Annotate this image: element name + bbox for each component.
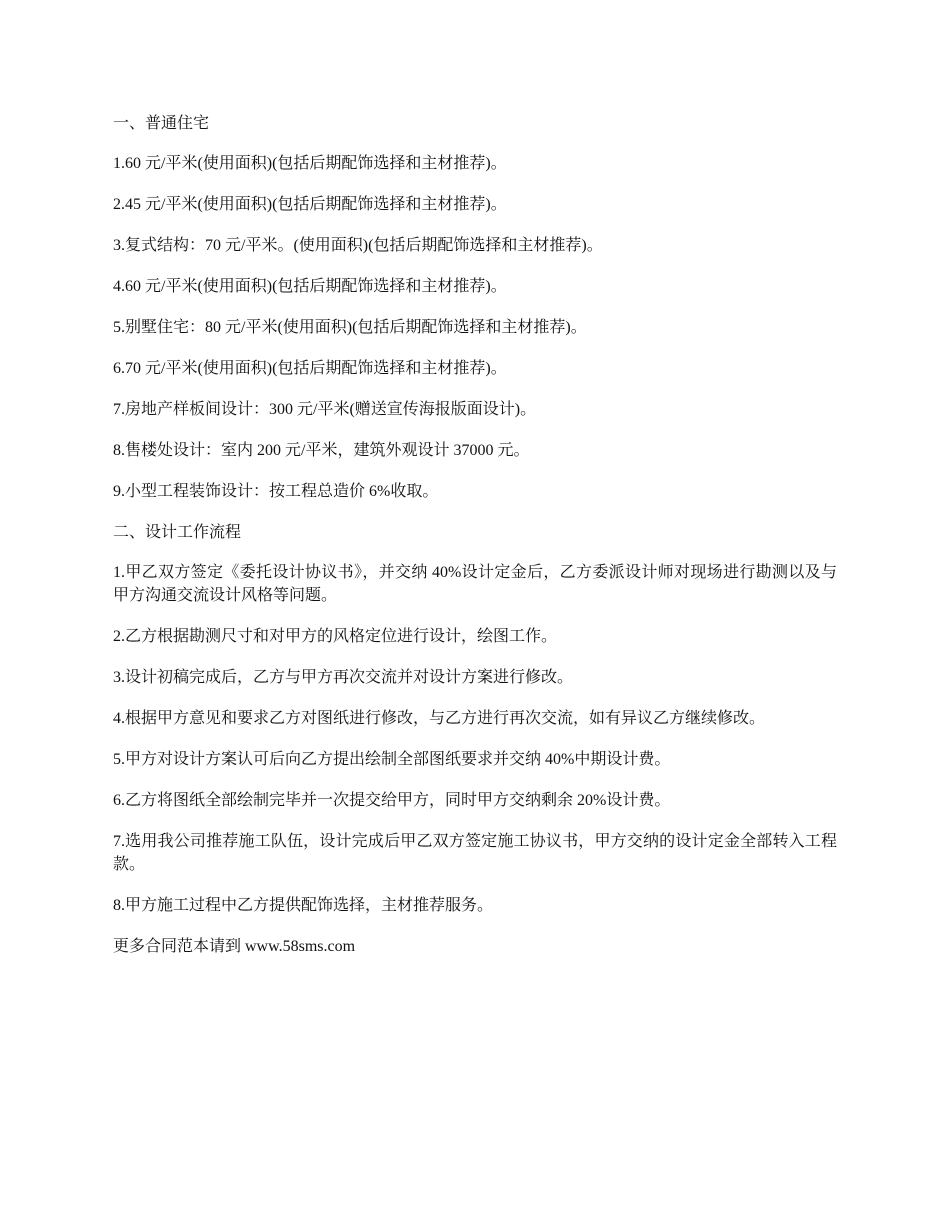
section1-item-3: 3.复式结构：70 元/平米。(使用面积)(包括后期配饰选择和主材推荐)。 <box>113 237 603 254</box>
section1-item-5: 5.别墅住宅：80 元/平米(使用面积)(包括后期配饰选择和主材推荐)。 <box>113 319 587 336</box>
section1-item-4: 4.60 元/平米(使用面积)(包括后期配饰选择和主材推荐)。 <box>113 278 507 295</box>
section1-item-9: 9.小型工程装饰设计：按工程总造价 6%收取。 <box>113 483 439 500</box>
section1-item-1: 1.60 元/平米(使用面积)(包括后期配饰选择和主材推荐)。 <box>113 155 507 172</box>
section2-heading: 二、设计工作流程 <box>113 524 242 541</box>
section1-item-6: 6.70 元/平米(使用面积)(包括后期配饰选择和主材推荐)。 <box>113 360 507 377</box>
section1-item-7: 7.房地产样板间设计：300 元/平米(赠送宣传海报版面设计)。 <box>113 401 537 418</box>
section2-item-2: 2.乙方根据勘测尺寸和对甲方的风格定位进行设计，绘图工作。 <box>113 628 558 645</box>
section2-item-3: 3.设计初稿完成后，乙方与甲方再次交流并对设计方案进行修改。 <box>113 669 574 686</box>
section2-item-6: 6.乙方将图纸全部绘制完毕并一次提交给甲方，同时甲方交纳剩余 20%设计费。 <box>113 792 671 809</box>
section2-item-8: 8.甲方施工过程中乙方提供配饰选择，主材推荐服务。 <box>113 897 494 914</box>
section1-item-2: 2.45 元/平米(使用面积)(包括后期配饰选择和主材推荐)。 <box>113 196 507 213</box>
document-body <box>113 112 837 976</box>
section1-heading: 一、普通住宅 <box>113 115 210 132</box>
section2-item-5: 5.甲方对设计方案认可后向乙方提出绘制全部图纸要求并交纳 40%中期设计费。 <box>113 751 671 768</box>
section1-item-8: 8.售楼处设计：室内 200 元/平米，建筑外观设计 37000 元。 <box>113 442 530 459</box>
section2-item-4: 4.根据甲方意见和要求乙方对图纸进行修改，与乙方进行再次交流，如有异议乙方继续修改。 <box>113 710 766 727</box>
section2-item-7: 7.选用我公司推荐施工队伍，设计完成后甲乙双方签定施工协议书，甲方交纳的设计定金全部转入工程款。 <box>113 833 837 873</box>
footer-note: 更多合同范本请到 www.58sms.com <box>113 938 356 955</box>
section2-item-1: 1.甲乙双方签定《委托设计协议书》，并交纳 40%设计定金后，乙方委派设计师对现场进行勘测以及与甲方沟通交流设计风格等问题。 <box>113 564 837 604</box>
